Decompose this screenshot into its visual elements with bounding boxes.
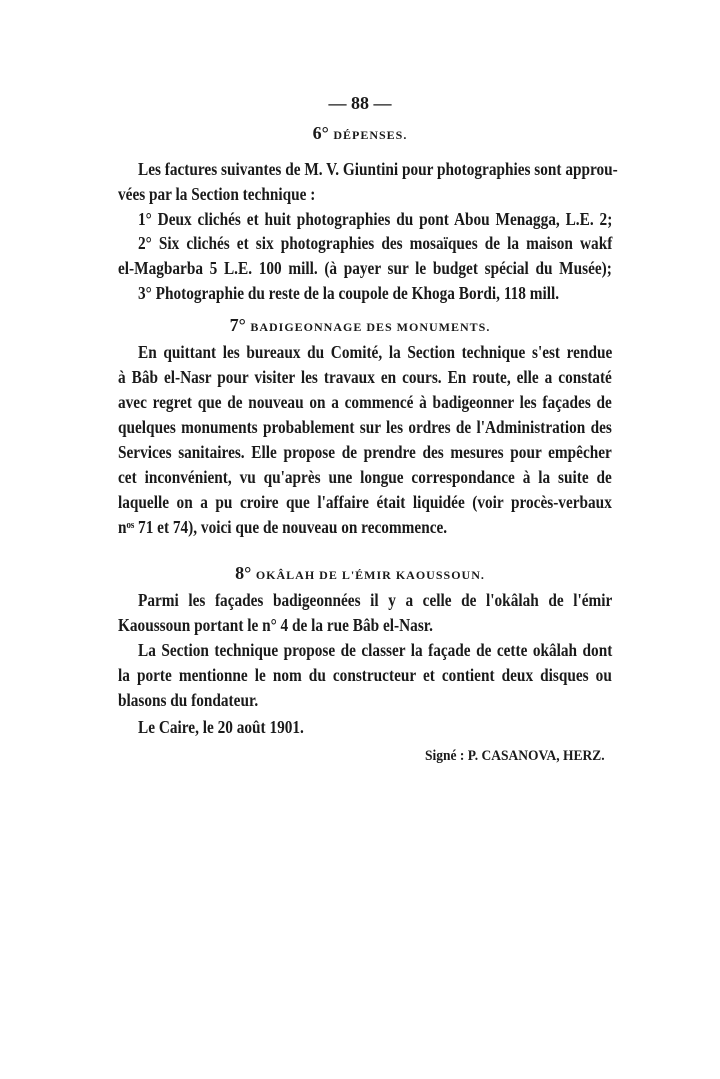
text-line: En quittant les bureaux du Comité, la Section technique s'est rendue xyxy=(138,342,613,362)
text-line: 3° Photographie du reste de la coupole de Khoga Bordi, 118 mill. xyxy=(138,283,560,303)
signature: Signé : P. CASANOVA, HERZ. xyxy=(425,748,605,764)
section-heading-7 xyxy=(0,314,720,338)
text-line: vées par la Section technique : xyxy=(118,184,316,204)
text-line: la porte mentionne le nom du constructeur et contient deux disques ou xyxy=(118,665,612,685)
text-line: à Bâb el-Nasr pour visiter les travaux en cours. En route, elle a constaté xyxy=(118,367,612,387)
section-number: 8° xyxy=(235,563,252,583)
section-title: BADIGEONNAGE DES MONUMENTS. xyxy=(250,320,491,334)
section-number: 6° xyxy=(312,123,329,143)
text-line: cet inconvénient, vu qu'après une longue correspondance à la suite de xyxy=(118,467,612,487)
text-line: La Section technique propose de classer la façade de cette okâlah dont xyxy=(138,640,613,660)
section-heading-8 xyxy=(0,562,720,586)
page-number: — 88 — xyxy=(328,93,392,113)
text-line: Kaoussoun portant le n° 4 de la rue Bâb el-Nasr. xyxy=(118,615,433,635)
text-line: el-Magbarba 5 L.E. 100 mill. (à payer sur le budget spécial du Musée); xyxy=(118,258,612,278)
text-line: Services sanitaires. Elle propose de prendre des mesures pour empêcher xyxy=(118,442,612,462)
section-number: 7° xyxy=(229,315,246,335)
section-title: DÉPENSES. xyxy=(333,128,408,142)
text-line: 2° Six clichés et six photographies des mosaïques de la maison wakf xyxy=(138,233,613,253)
text-line: laquelle on a pu croire que l'affaire était liquidée (voir procès-verbaux xyxy=(118,492,612,512)
section-heading-6 xyxy=(0,122,720,146)
text-line: Parmi les façades badigeonnées il y a celle de l'okâlah de l'émir xyxy=(138,590,613,610)
text-line: quelques monuments probablement sur les ordres de l'Administration des xyxy=(118,417,612,437)
text-line: blasons du fondateur. xyxy=(118,690,259,710)
text-line: avec regret que de nouveau on a commencé à badigeonner les façades de xyxy=(118,392,612,412)
date-line: Le Caire, le 20 août 1901. xyxy=(138,717,304,737)
text-line: Les factures suivantes de M. V. Giuntini pour photographies sont approu- xyxy=(138,159,618,179)
text-line: 1° Deux clichés et huit photographies du pont Abou Menagga, L.E. 2; xyxy=(138,209,613,229)
text-line: nᵒˢ 71 et 74), voici que de nouveau on recommence. xyxy=(118,517,448,537)
section-title: OKÂLAH DE L'ÉMIR KAOUSSOUN. xyxy=(255,568,485,582)
